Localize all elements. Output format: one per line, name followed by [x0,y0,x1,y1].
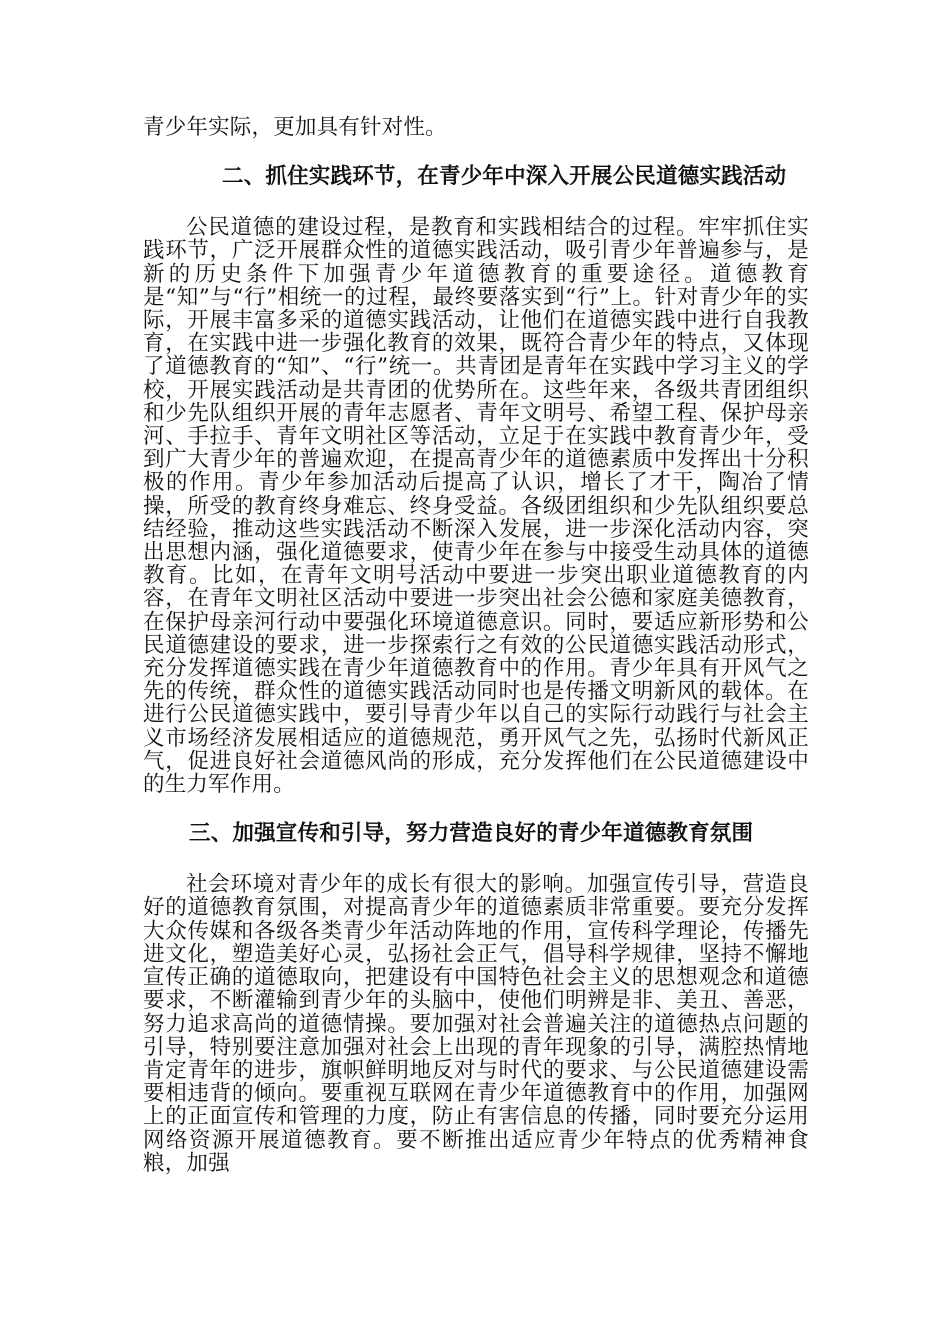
document-page [143,116,809,1175]
lead-text: 青少年实际，更加具有针对性。 [143,115,447,140]
section-3-paragraph: 社会环境对青少年的成长有很大的影响。加强宣传引导，营造良好的道德教育氛围，对提高青少年的道德素质非常重要。要充分发挥大众传媒和各级各类青少年活动阵地的作用，宣传科学理论，传播先进文化，塑造美好心灵，弘扬社会正气，倡导科学规律，坚持不懈地宣传正确的道德取向，把建设有中国特色社会主义的思想观念和道德要求，不断灌输到青少年的头脑中，使他们明辨是非、美丑、善恶，努力追求高尚的道德情操。要加强对社会普遍关注的道德热点问题的引导，特别要注意加强对社会上出现的青年现象的引导，满腔热情地肯定青年的进步，旗帜鲜明地反对与时代的要求、与公民道德建设需要相违背的倾向。要重视互联网在青少年道德教育中的作用，加强网上的正面宣传和管理的力度，防止有害信息的传播，同时要充分运用网络资源开展道德教育。要不断推出适应青少年特点的优秀精神食粮，加强 [143,872,809,1176]
section-2-heading: 二、抓住实践环节，在青少年中深入开展公民道德实践活动 [222,164,787,190]
section-2-paragraph: 公民道德的建设过程，是教育和实践相结合的过程。牢牢抓住实践环节，广泛开展群众性的道德实践活动，吸引青少年普遍参与，是新的历史条件下加强青少年道德教育的重要途径。道德教育是“知”与“行”相统一的过程，最终要落实到“行”上。针对青少年的实际，开展丰富多采的道德实践活动，让他们在道德实践中进行自我教育，在实践中进一步强化教育的效果，既符合青少年的特点，又体现了道德教育的“知”、“行”统一。共青团是青年在实践中学习主义的学校，开展实践活动是共青团的优势所在。这些年来，各级共青团组织和少先队组织开展的青年志愿者、青年文明号、希望工程、保护母亲河、手拉手、青年文明社区等活动，立足于在实践中教育青少年，受到广大青少年的普遍欢迎，在提高青少年的道德素质中发挥出十分积极的作用。青少年参加活动后提高了认识，增长了才干，陶冶了情操，所受的教育终身难忘、终身受益。各级团组织和少先队组织要总结经验，推动这些实践活动不断深入发展，进一步深化活动内容，突出思想内涵，强化道德要求，使青少年在参与中接受生动具体的道德教育。比如，在青年文明号活动中要进一步突出职业道德教育的内容，在青年文明社区活动中要进一步突出社会公德和家庭美德教育，在保护母亲河行动中要强化环境道德意识。同时，要适应新形势和公民道德建设的要求，进一步探索行之有效的公民道德实践活动形式，充分发挥道德实践在青少年道德教育中的作用。青少年具有开风气之先的传统，群众性的道德实践活动同时也是传播文明新风的载体。在进行公民道德实践中，要引导青少年以自己的实际行动践行与社会主义市场经济发展相适应的道德规范，勇开风气之先，弘扬时代新风正气，促进良好社会道德风尚的形成，充分发挥他们在公民道德建设中的生力军作用。 [143,215,809,798]
section-3-heading: 三、加强宣传和引导，努力营造良好的青少年道德教育氛围 [189,821,754,847]
